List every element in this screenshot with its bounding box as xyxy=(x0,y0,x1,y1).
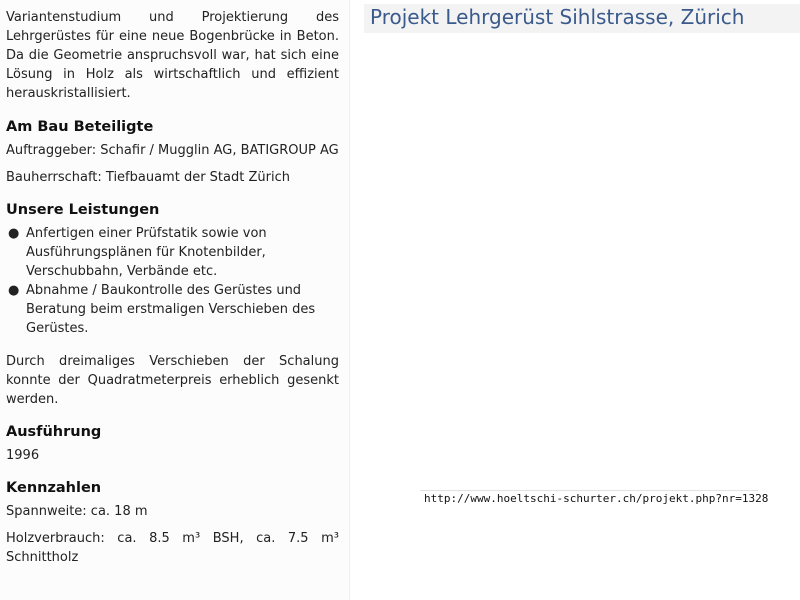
heading-kennzahlen: Kennzahlen xyxy=(6,480,102,496)
source-url: http://www.hoeltschi-schurter.ch/projekt.php?nr=1328 xyxy=(424,492,769,505)
list-item xyxy=(6,281,339,338)
bauherrschaft-text: Bauherrschaft: Tiefbauamt der Stadt Zürich xyxy=(6,170,290,185)
auftraggeber-text: Auftraggeber: Schafir / Mugglin AG, BATIGROUP AG xyxy=(6,143,339,158)
bullet-icon: ● xyxy=(8,283,20,298)
ausfuehrung-year: 1996 xyxy=(6,448,40,463)
leistungen-note: Durch dreimaliges Verschieben der Schalung konnte der Quadratmeterpreis erheblich gesenkt werden. xyxy=(6,354,339,407)
heading-beteiligte: Am Bau Beteiligte xyxy=(6,119,154,135)
heading-leistungen: Unsere Leistungen xyxy=(6,202,160,218)
leistungen-list xyxy=(6,224,339,338)
url-divider xyxy=(420,490,758,491)
spannweite-text: Spannweite: ca. 18 m xyxy=(6,504,148,519)
holzverbrauch-text: Holzverbrauch: ca. 8.5 m³ BSH, ca. 7.5 m³ Schnittholz xyxy=(6,531,339,565)
intro-text: Variantenstudium und Projektierung des Lehrgerüstes für eine neue Bogenbrücke in Beton. Da die Geometrie anspruchsvoll war, hat sich eine Lösung in Holz als wirtschaftlich und effizient herauskristallisiert. xyxy=(6,10,339,101)
list-item xyxy=(6,224,339,281)
project-description-column xyxy=(0,0,350,600)
bullet-icon: ● xyxy=(8,226,20,241)
heading-ausfuehrung: Ausführung xyxy=(6,424,102,440)
page-title: Projekt Lehrgerüst Sihlstrasse, Zürich xyxy=(370,5,745,29)
list-item-text: Anfertigen einer Prüfstatik sowie von Ausführungsplänen für Knotenbilder, Verschubbahn, Verbände etc. xyxy=(26,226,267,279)
list-item-text: Abnahme / Baukontrolle des Gerüstes und Beratung beim erstmaligen Verschieben des Gerüstes. xyxy=(26,283,316,336)
